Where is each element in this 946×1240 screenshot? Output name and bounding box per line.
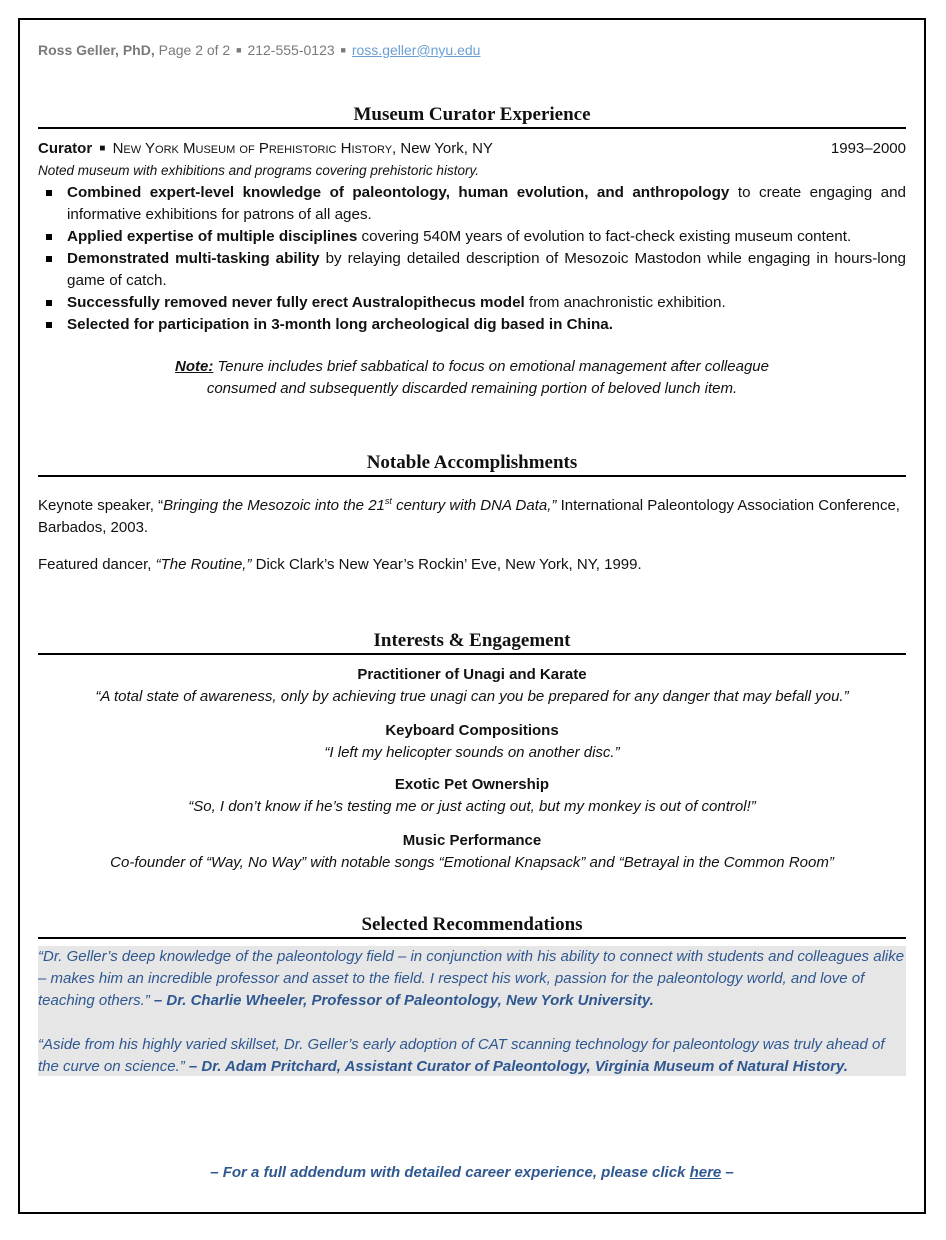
interest-item: Exotic Pet Ownership “So, I don’t know if he’s testing me or just acting out, but my monkey is out of control!” xyxy=(188,776,756,815)
accomplishment-item: Featured dancer, “The Routine,” Dick Clark’s New Year’s Rockin’ Eve, New York, NY, 1999. xyxy=(38,556,642,573)
header-email-link[interactable]: ross.geller@nyu.edu xyxy=(351,42,481,58)
job-location: , New York, NY xyxy=(392,140,493,157)
section-title-accomplishments: Notable Accomplishments xyxy=(366,452,578,473)
section-title-interests: Interests & Engagement xyxy=(373,630,571,651)
accomplishment-item: Keynote speaker, “Bringing the Mesozoic into the 21st century with DNA Data,” International Paleontology Association Conference, Barbados, 2003. xyxy=(38,496,900,536)
list-item: Selected for participation in 3-month long archeological dig based in China. xyxy=(38,314,906,336)
section-divider xyxy=(38,127,906,129)
page-header xyxy=(38,42,480,58)
interest-item: Music Performance Co-founder of “Way, No Way” with notable songs “Emotional Knapsack” and “Betrayal in the Common Room” xyxy=(110,832,834,871)
job-line xyxy=(38,140,906,157)
recommendation: “Dr. Geller’s deep knowledge of the paleontology field – in conjunction with his ability to connect with students and colleagues alike – makes him an incredible professor and asset to the field. I respect his work, passion for the paleontology world, and love of teaching others.” – Dr. Charlie Wheeler, Professor of Paleontology, New York University. xyxy=(38,948,905,1009)
recommendation: “Aside from his highly varied skillset, Dr. Geller’s early adoption of CAT scanning technology for paleontology was truly ahead of the curve on science.” – Dr. Adam Pritchard, Assistant Curator of Paleontology, Virginia Museum of Natural History. xyxy=(38,1036,885,1075)
header-name: Ross Geller, PhD, xyxy=(38,42,155,58)
resume-page xyxy=(18,18,926,1214)
list-item: Successfully removed never fully erect Australopithecus model from anachronistic exhibition. xyxy=(38,292,906,314)
recommendations-box xyxy=(38,946,906,1076)
job-dates: 1993–2000 xyxy=(830,140,906,157)
addendum-footer: – For a full addendum with detailed career experience, please click here – xyxy=(210,1164,734,1181)
job-title: Curator xyxy=(38,140,93,157)
separator-square-icon: ■ xyxy=(340,45,346,55)
addendum-link[interactable]: here xyxy=(689,1164,722,1181)
interest-item: Keyboard Compositions “I left my helicopter sounds on another disc.” xyxy=(324,722,620,761)
header-phone: 212-555-0123 xyxy=(247,42,335,58)
list-item: Applied expertise of multiple disciplines covering 540M years of evolution to fact-check existing museum content. xyxy=(38,226,906,248)
note-label: Note: xyxy=(175,358,214,375)
job-description: Noted museum with exhibitions and programs covering prehistoric history. xyxy=(38,163,479,178)
job-org: New York Museum of Prehistoric History xyxy=(112,140,393,157)
tenure-note: Note: Tenure includes brief sabbatical to focus on emotional management after colleague consumed and subsequently discarded remaining portion of beloved lunch item. xyxy=(175,358,769,397)
section-divider xyxy=(38,653,906,655)
section-title-recommendations: Selected Recommendations xyxy=(361,914,583,935)
header-page: Page 2 of 2 xyxy=(158,42,231,58)
section-title-museum: Museum Curator Experience xyxy=(353,104,591,125)
section-divider xyxy=(38,937,906,939)
interest-item: Practitioner of Unagi and Karate “A total state of awareness, only by achieving true unagi can you be prepared for any danger that may befall you.” xyxy=(95,666,849,705)
separator-square-icon: ■ xyxy=(236,45,242,55)
section-divider xyxy=(38,475,906,477)
list-item: Demonstrated multi-tasking ability by relaying detailed description of Mesozoic Mastodon while engaging in hours-long game of catch. xyxy=(38,248,906,292)
list-item: Combined expert-level knowledge of paleontology, human evolution, and anthropology to create engaging and informative exhibitions for patrons of all ages. xyxy=(38,182,906,226)
separator-square-icon: ■ xyxy=(99,143,106,154)
job-bullets xyxy=(38,182,906,336)
